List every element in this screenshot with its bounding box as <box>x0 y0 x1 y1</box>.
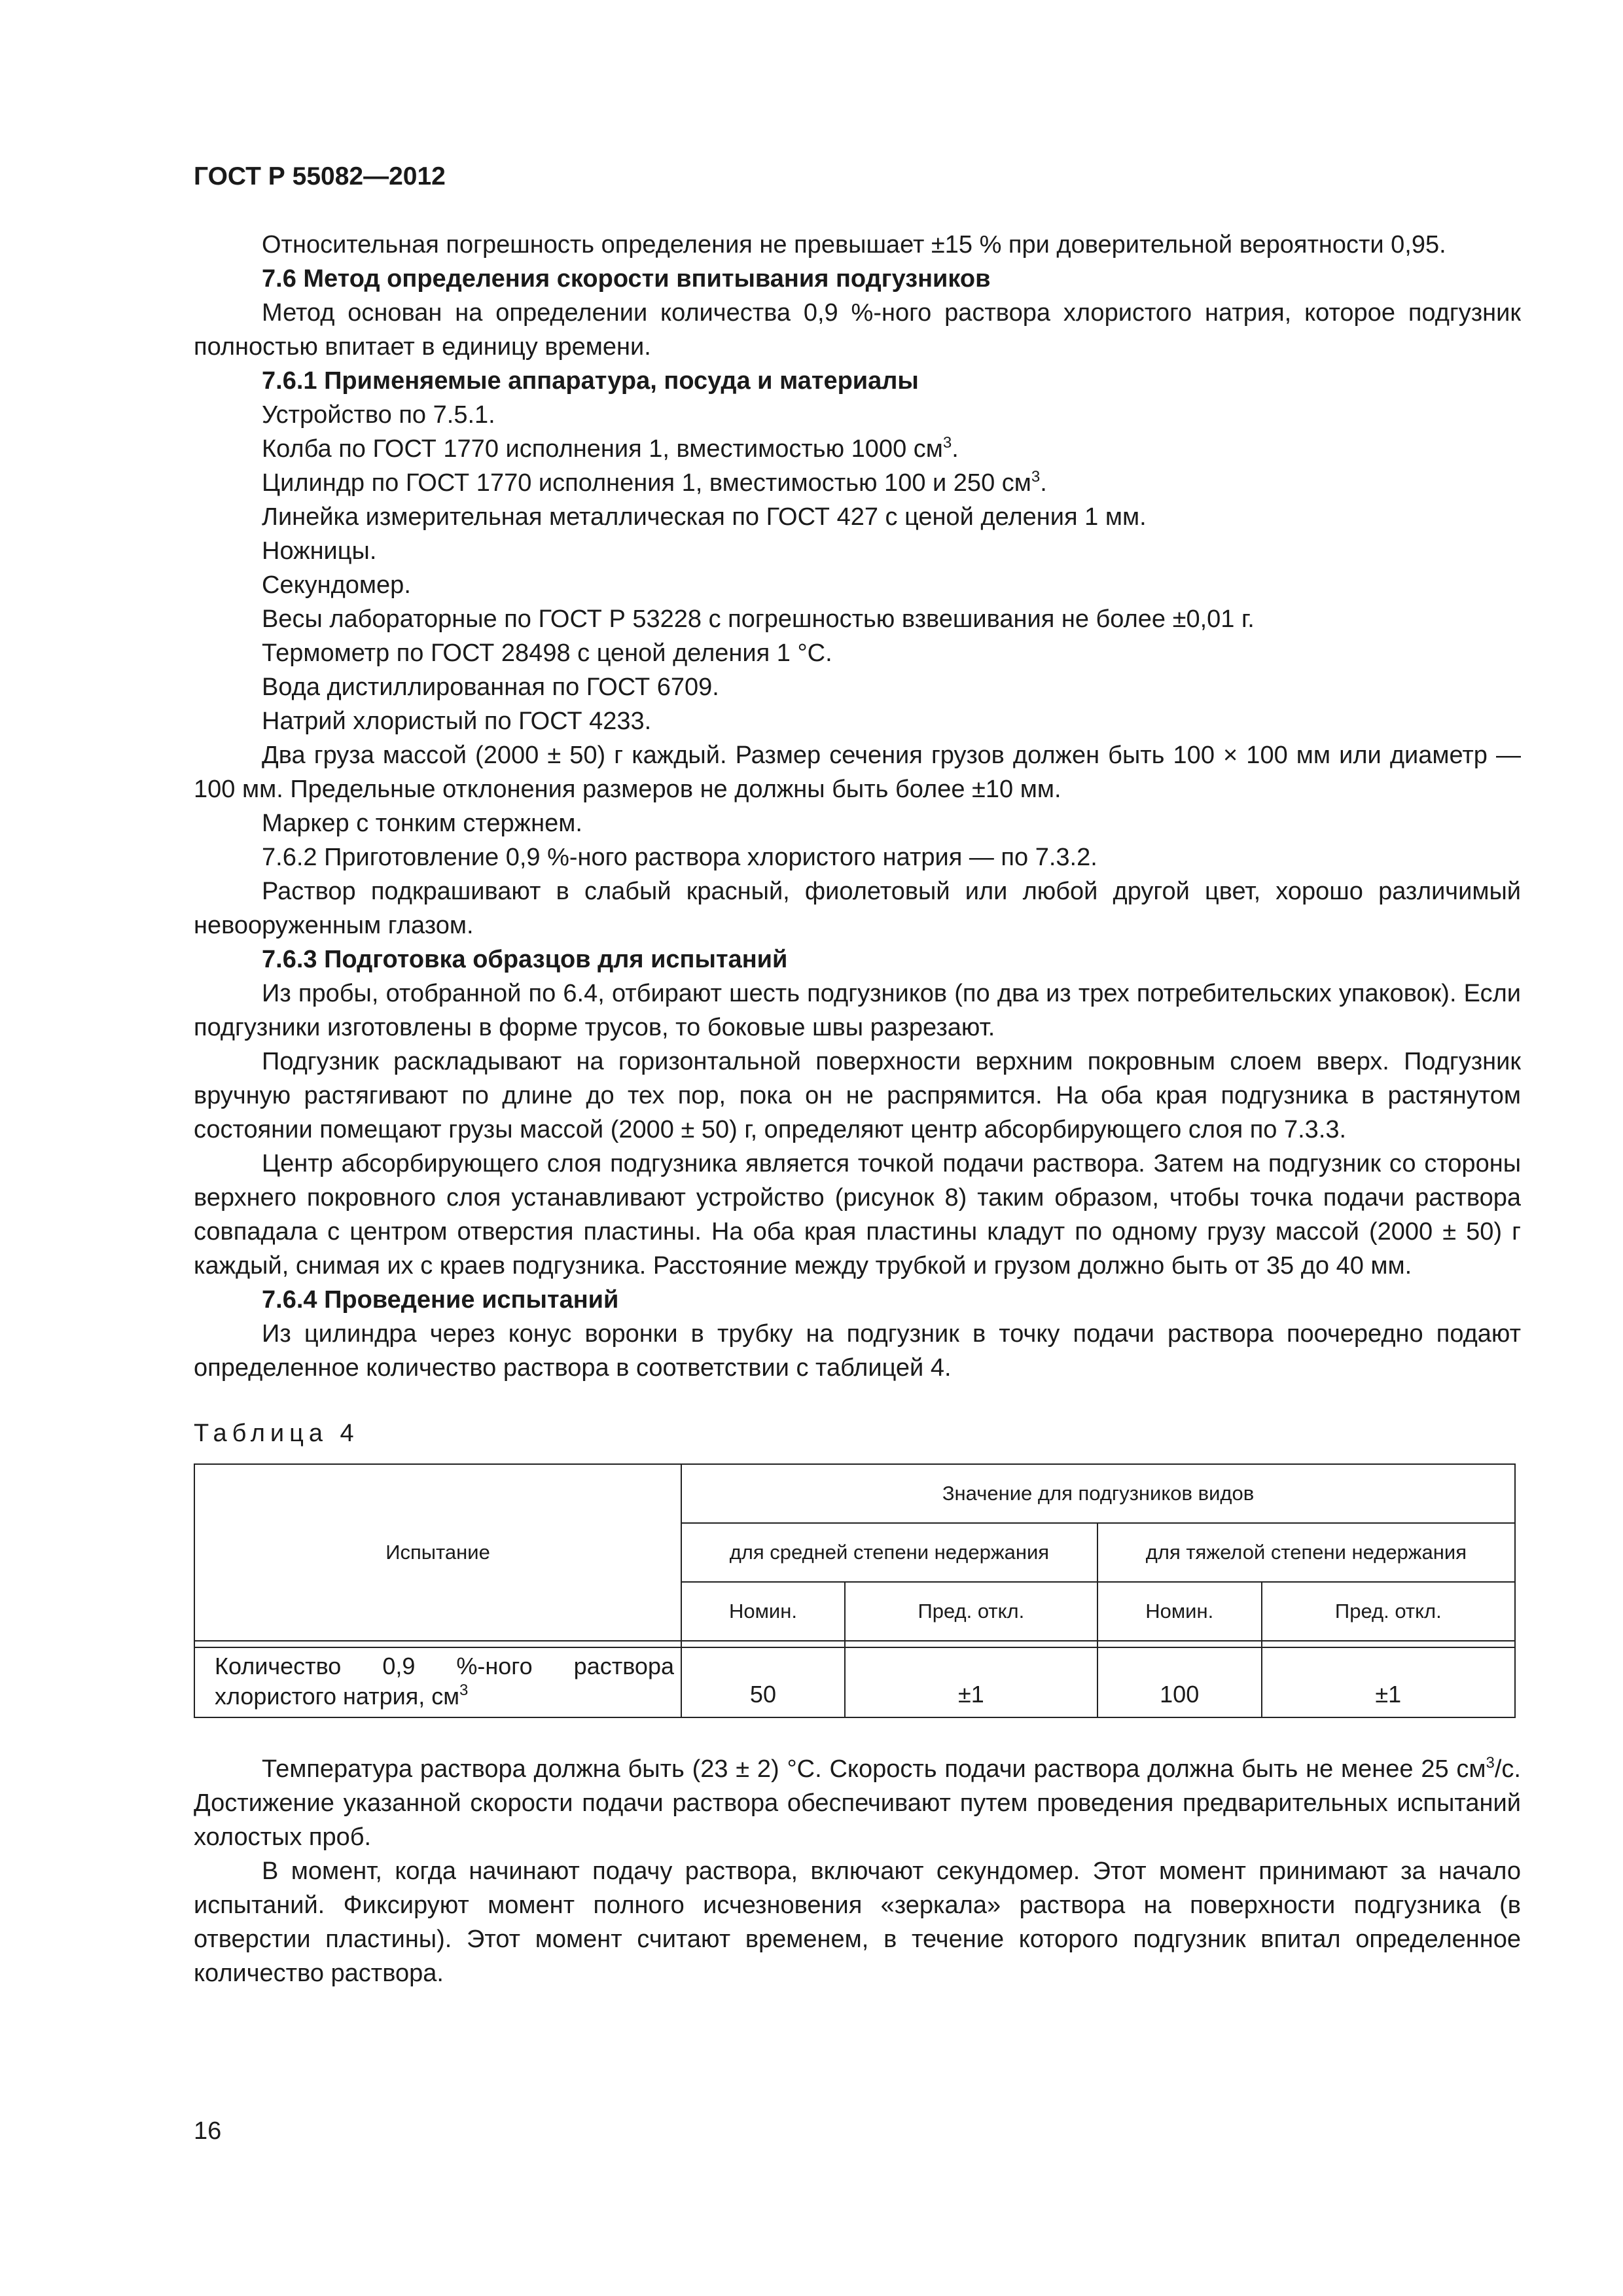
separator-cell <box>681 1641 845 1647</box>
paragraph-text: Температура раствора должна быть (23 ± 2) °С. Скорость подачи раствора должна быть не менее 25 см <box>262 1755 1486 1783</box>
list-item <box>194 432 1521 466</box>
value-heavy-deviation: ±1 <box>1262 1647 1515 1717</box>
section-heading-7-6-4: 7.6.4 Проведение испытаний <box>262 1286 619 1314</box>
paragraph <box>194 1752 1521 1854</box>
superscript: 3 <box>459 1681 469 1699</box>
paragraph: Относительная погрешность определения не превышает ±15 % при доверительной вероятности 0,95. <box>262 231 1446 259</box>
header-deviation: Пред. откл. <box>845 1582 1097 1641</box>
separator-cell <box>194 1641 681 1647</box>
paragraph: Метод основан на определении количества 0,9 %-ного раствора хлористого натрия, которое подгузник полностью впитает в единицу времени. <box>194 299 1521 361</box>
list-item-end: . <box>1040 469 1047 497</box>
value-heavy-nominal: 100 <box>1097 1647 1262 1717</box>
header-nominal: Номин. <box>681 1582 845 1641</box>
separator-cell <box>845 1641 1097 1647</box>
list-item: Термометр по ГОСТ 28498 с ценой деления 1 °С. <box>262 639 832 667</box>
list-item <box>194 466 1521 500</box>
superscript: 3 <box>1486 1754 1495 1772</box>
section-heading-7-6-1: 7.6.1 Применяемые аппаратура, посуда и материалы <box>262 367 919 395</box>
header-medium: для средней степени недержания <box>681 1523 1097 1582</box>
header-group: Значение для подгузников видов <box>681 1464 1515 1523</box>
header-nominal: Номин. <box>1097 1582 1262 1641</box>
list-item-end: . <box>952 435 959 463</box>
paragraph: Подгузник раскладывают на горизонтальной поверхности верхним покровным слоем вверх. Подгузник вручную растягивают по длине до тех пор, пока он не распрямится. На оба края подгузника в растянутом состоянии помещают грузы массой (2000 ± 50) г, определяют центр абсорбирующего слоя по 7.3.3. <box>194 1048 1521 1143</box>
list-item: Секундомер. <box>262 571 411 599</box>
section-heading-7-6: 7.6 Метод определения скорости впитывания подгузников <box>262 265 991 293</box>
paragraph: Центр абсорбирующего слоя подгузника является точкой подачи раствора. Затем на подгузник со стороны верхнего покровного слоя устанавливают устройство (рисунок 8) таким образом, чтобы точка подачи раствора совпадала с центром отверстия пластины. На оба края пластины кладут по одному грузу массой (2000 ± 50) г каждый, снимая их с краев подгузника. Расстояние между трубкой и грузом должно быть от 35 до 40 мм. <box>194 1150 1521 1280</box>
separator-cell <box>1262 1641 1515 1647</box>
page-number: 16 <box>194 2117 222 2145</box>
superscript: 3 <box>1031 468 1041 486</box>
paragraph: Из цилиндра через конус воронки в трубку на подгузник в точку подачи раствора поочередно подают определенное количество раствора в соответствии с таблицей 4. <box>194 1320 1521 1382</box>
paragraph: В момент, когда начинают подачу раствора, включают секундомер. Этот момент принимают за начало испытаний. Фиксируют момент полного исчезновения «зеркала» раствора на поверхности подгузника (в отверстии пластины). Этот момент считают временем, в течение которого подгузник впитал определенное количество раствора. <box>194 1857 1521 1987</box>
list-item-text: Колба по ГОСТ 1770 исполнения 1, вместимостью 1000 см <box>262 435 943 463</box>
separator-cell <box>1097 1641 1262 1647</box>
list-item: Весы лабораторные по ГОСТ Р 53228 с погрешностью взвешивания не более ±0,01 г. <box>262 605 1255 633</box>
paragraph: Из пробы, отобранной по 6.4, отбирают шесть подгузников (по два из трех потребительских упаковок). Если подгузники изготовлены в форме трусов, то боковые швы разрезают. <box>194 980 1521 1041</box>
header-heavy: для тяжелой степени недержания <box>1097 1523 1515 1582</box>
paragraph-text: /с. Достижение указанной скорости подачи раствора обеспечивают путем проведения предварительных испытаний холостых проб. <box>194 1755 1521 1851</box>
table-4 <box>194 1463 1516 1718</box>
row-label-text: Количество 0,9 %-ного раствора хлористого натрия, см <box>215 1653 674 1710</box>
row-label <box>194 1647 681 1717</box>
list-item: Маркер с тонким стержнем. <box>262 810 582 837</box>
list-item-text: Цилиндр по ГОСТ 1770 исполнения 1, вместимостью 100 и 250 см <box>262 469 1031 497</box>
document-page <box>194 0 1521 2296</box>
value-medium-nominal: 50 <box>681 1647 845 1717</box>
after-table-text <box>194 1752 1521 1990</box>
standard-header: ГОСТ Р 55082—2012 <box>194 162 446 190</box>
list-item: Устройство по 7.5.1. <box>262 401 495 429</box>
list-item: Ножницы. <box>262 537 377 565</box>
section-heading-7-6-3: 7.6.3 Подготовка образцов для испытаний <box>262 946 788 973</box>
table-caption: Таблица 4 <box>194 1420 359 1447</box>
header-deviation: Пред. откл. <box>1262 1582 1515 1641</box>
document-body <box>194 228 1521 1990</box>
subsection-7-6-2: 7.6.2 Приготовление 0,9 %-ного раствора хлористого натрия — по 7.3.2. <box>262 844 1097 871</box>
paragraph: Два груза массой (2000 ± 50) г каждый. Размер сечения грузов должен быть 100 × 100 мм или диаметр — 100 мм. Предельные отклонения размеров не должны быть более ±10 мм. <box>194 742 1521 803</box>
superscript: 3 <box>942 434 952 452</box>
header-test: Испытание <box>194 1464 681 1641</box>
value-medium-deviation: ±1 <box>845 1647 1097 1717</box>
paragraph: Раствор подкрашивают в слабый красный, фиолетовый или любой другой цвет, хорошо различимый невооруженным глазом. <box>194 878 1521 939</box>
list-item: Натрий хлористый по ГОСТ 4233. <box>262 708 652 735</box>
list-item: Вода дистиллированная по ГОСТ 6709. <box>262 673 719 701</box>
list-item: Линейка измерительная металлическая по ГОСТ 427 с ценой деления 1 мм. <box>262 503 1147 531</box>
table-row <box>194 1647 1515 1717</box>
